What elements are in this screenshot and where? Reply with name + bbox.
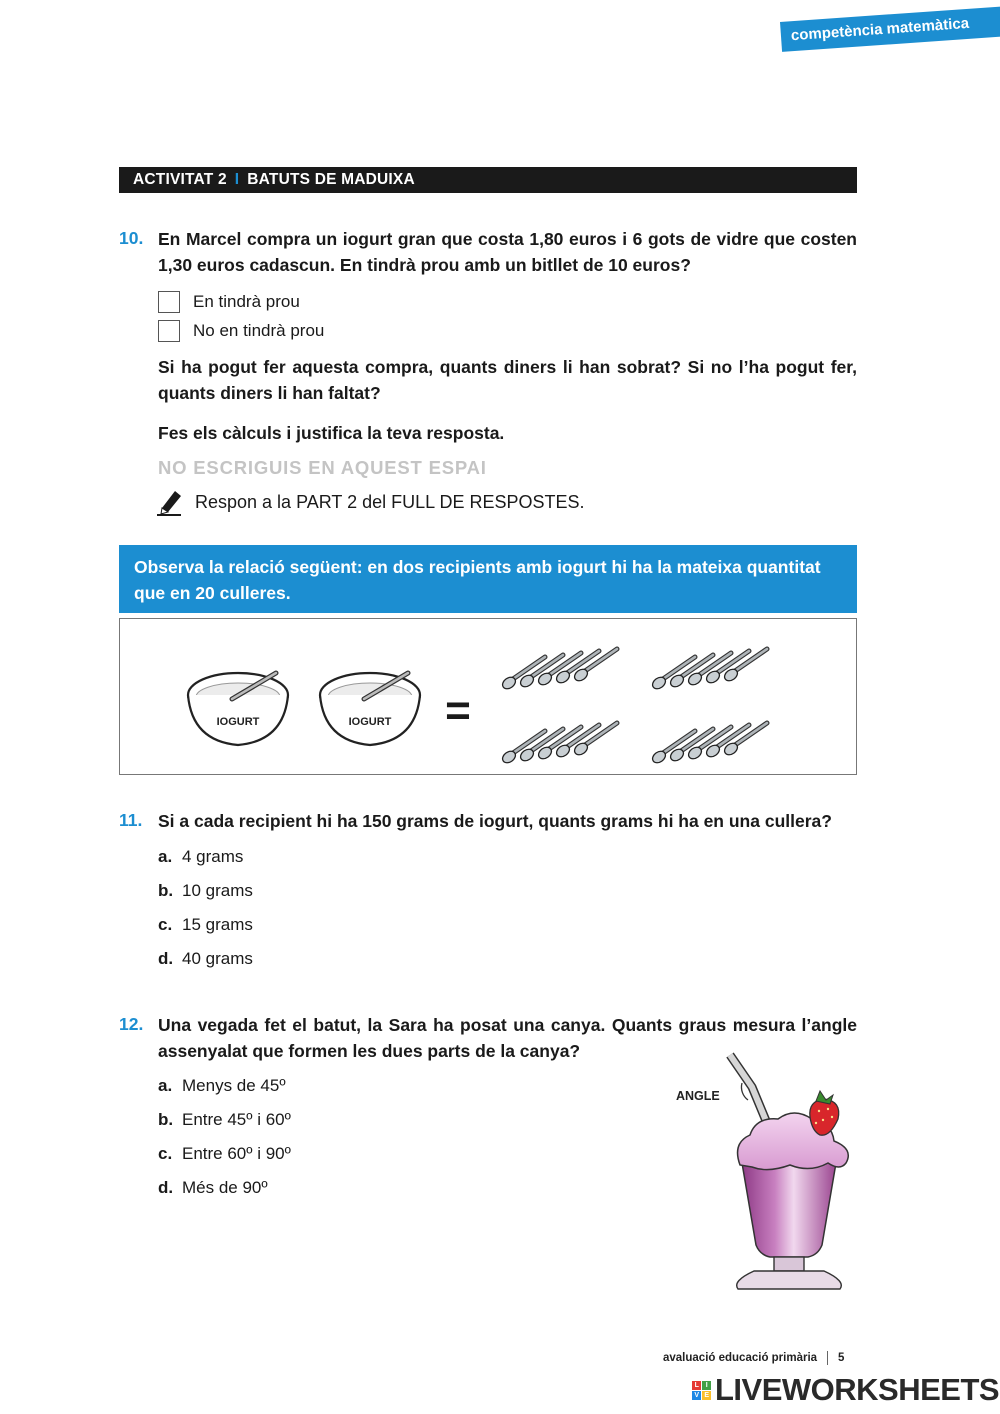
q11-options: [158, 845, 253, 971]
logo-letter: L: [692, 1381, 701, 1390]
q11-option-b[interactable]: [158, 879, 253, 903]
equals-sign: =: [445, 686, 471, 735]
option-letter: d.: [158, 949, 174, 968]
q12-option-d[interactable]: [158, 1176, 291, 1200]
q10-instruction: Fes els càlculs i justifica la teva resposta.: [158, 423, 505, 443]
q11-text: Si a cada recipient hi ha 150 grams de iogurt, quants grams hi ha en una cullera?: [158, 811, 832, 831]
option-letter: a.: [158, 1076, 173, 1095]
q11-number: 11.: [119, 810, 143, 830]
glass: [742, 1163, 836, 1257]
milkshake-svg: [670, 1045, 870, 1305]
q12-option-b[interactable]: [158, 1108, 291, 1132]
strawberry-icon: [810, 1091, 839, 1135]
option-letter: d.: [158, 1178, 174, 1197]
q11-option-c[interactable]: [158, 913, 253, 937]
q10-option-1[interactable]: [158, 289, 300, 315]
pencil-icon: [157, 488, 183, 516]
activity-title: BATUTS DE MADUIXA: [247, 171, 415, 188]
option-letter: b.: [158, 881, 174, 900]
activity-separator: I: [234, 171, 240, 188]
option-text: 15 grams: [182, 915, 253, 934]
q10-option-label: En tindrà prou: [193, 292, 300, 311]
angle-label: ANGLE: [676, 1089, 720, 1103]
q11-option-d[interactable]: [158, 947, 253, 971]
q12-number: 12.: [119, 1014, 144, 1034]
option-letter: c.: [158, 915, 173, 934]
logo-letter: I: [702, 1381, 711, 1390]
yogurt-spoons-illustration: [119, 618, 857, 775]
option-text: Més de 90º: [182, 1178, 268, 1197]
checkbox[interactable]: [158, 291, 180, 313]
bowl-label: IOGURT: [348, 716, 392, 728]
option-text: 4 grams: [182, 847, 244, 866]
footer-text: avaluació educació primària: [663, 1352, 818, 1364]
q12-options: [158, 1074, 291, 1200]
q12-text: Una vegada fet el batut, la Sara ha posat una canya. Quants graus mesura l’angle assenyalat que formen les dues parts de la canya?: [158, 1015, 857, 1061]
activity-label: ACTIVITAT 2: [133, 171, 227, 188]
respon-text: Respon a la PART 2 del FULL DE RESPOSTES.: [195, 491, 585, 512]
liveworksheets-logo: [692, 1372, 999, 1408]
answer-sheet-instruction: [157, 488, 585, 516]
option-letter: a.: [158, 847, 173, 866]
option-text: 10 grams: [182, 881, 253, 900]
q10-number: 10.: [119, 228, 144, 248]
q10-followup: Si ha pogut fer aquesta compra, quants diners li han sobrat? Si no l’ha pogut fer, quants diners li han faltat?: [158, 357, 857, 403]
subject-tag: competència matemàtica: [780, 6, 1000, 52]
logo-grid-icon: [692, 1381, 711, 1400]
option-text: Entre 60º i 90º: [182, 1144, 291, 1163]
milkshake-illustration: [670, 1045, 870, 1305]
glass-base: [737, 1271, 842, 1289]
logo-text: LIVEWORKSHEETS: [715, 1372, 1000, 1407]
activity-header: [119, 167, 857, 193]
footer-divider: [827, 1351, 828, 1365]
page-number: 5: [838, 1352, 845, 1364]
spoon-group: [500, 649, 767, 765]
q10-option-2[interactable]: [158, 318, 324, 344]
option-text: Menys de 45º: [182, 1076, 286, 1095]
illustration-svg: [120, 619, 856, 774]
checkbox[interactable]: [158, 320, 180, 342]
page-footer: [663, 1351, 844, 1365]
bowl-1: [188, 673, 288, 745]
logo-letter: E: [702, 1391, 711, 1400]
q10-option-label: No en tindrà prou: [193, 321, 325, 340]
q10-text: En Marcel compra un iogurt gran que costa 1,80 euros i 6 gots de vidre que costen 1,30 euros cadascun. En tindrà prou amb un bitllet de 10 euros?: [158, 229, 857, 275]
no-write-note: NO ESCRIGUIS EN AQUEST ESPAI: [158, 457, 487, 478]
glass-stem: [774, 1257, 804, 1271]
bowl-label: IOGURT: [216, 716, 260, 728]
relation-box: Observa la relació següent: en dos recipients amb iogurt hi ha la mateixa quantitat que en 20 culleres.: [119, 545, 857, 613]
logo-letter: V: [692, 1391, 701, 1400]
option-text: 40 grams: [182, 949, 253, 968]
option-text: Entre 45º i 60º: [182, 1110, 291, 1129]
q12-option-a[interactable]: [158, 1074, 291, 1098]
q11-option-a[interactable]: [158, 845, 253, 869]
option-letter: b.: [158, 1110, 174, 1129]
q12-option-c[interactable]: [158, 1142, 291, 1166]
option-letter: c.: [158, 1144, 173, 1163]
bowl-2: [320, 673, 420, 745]
